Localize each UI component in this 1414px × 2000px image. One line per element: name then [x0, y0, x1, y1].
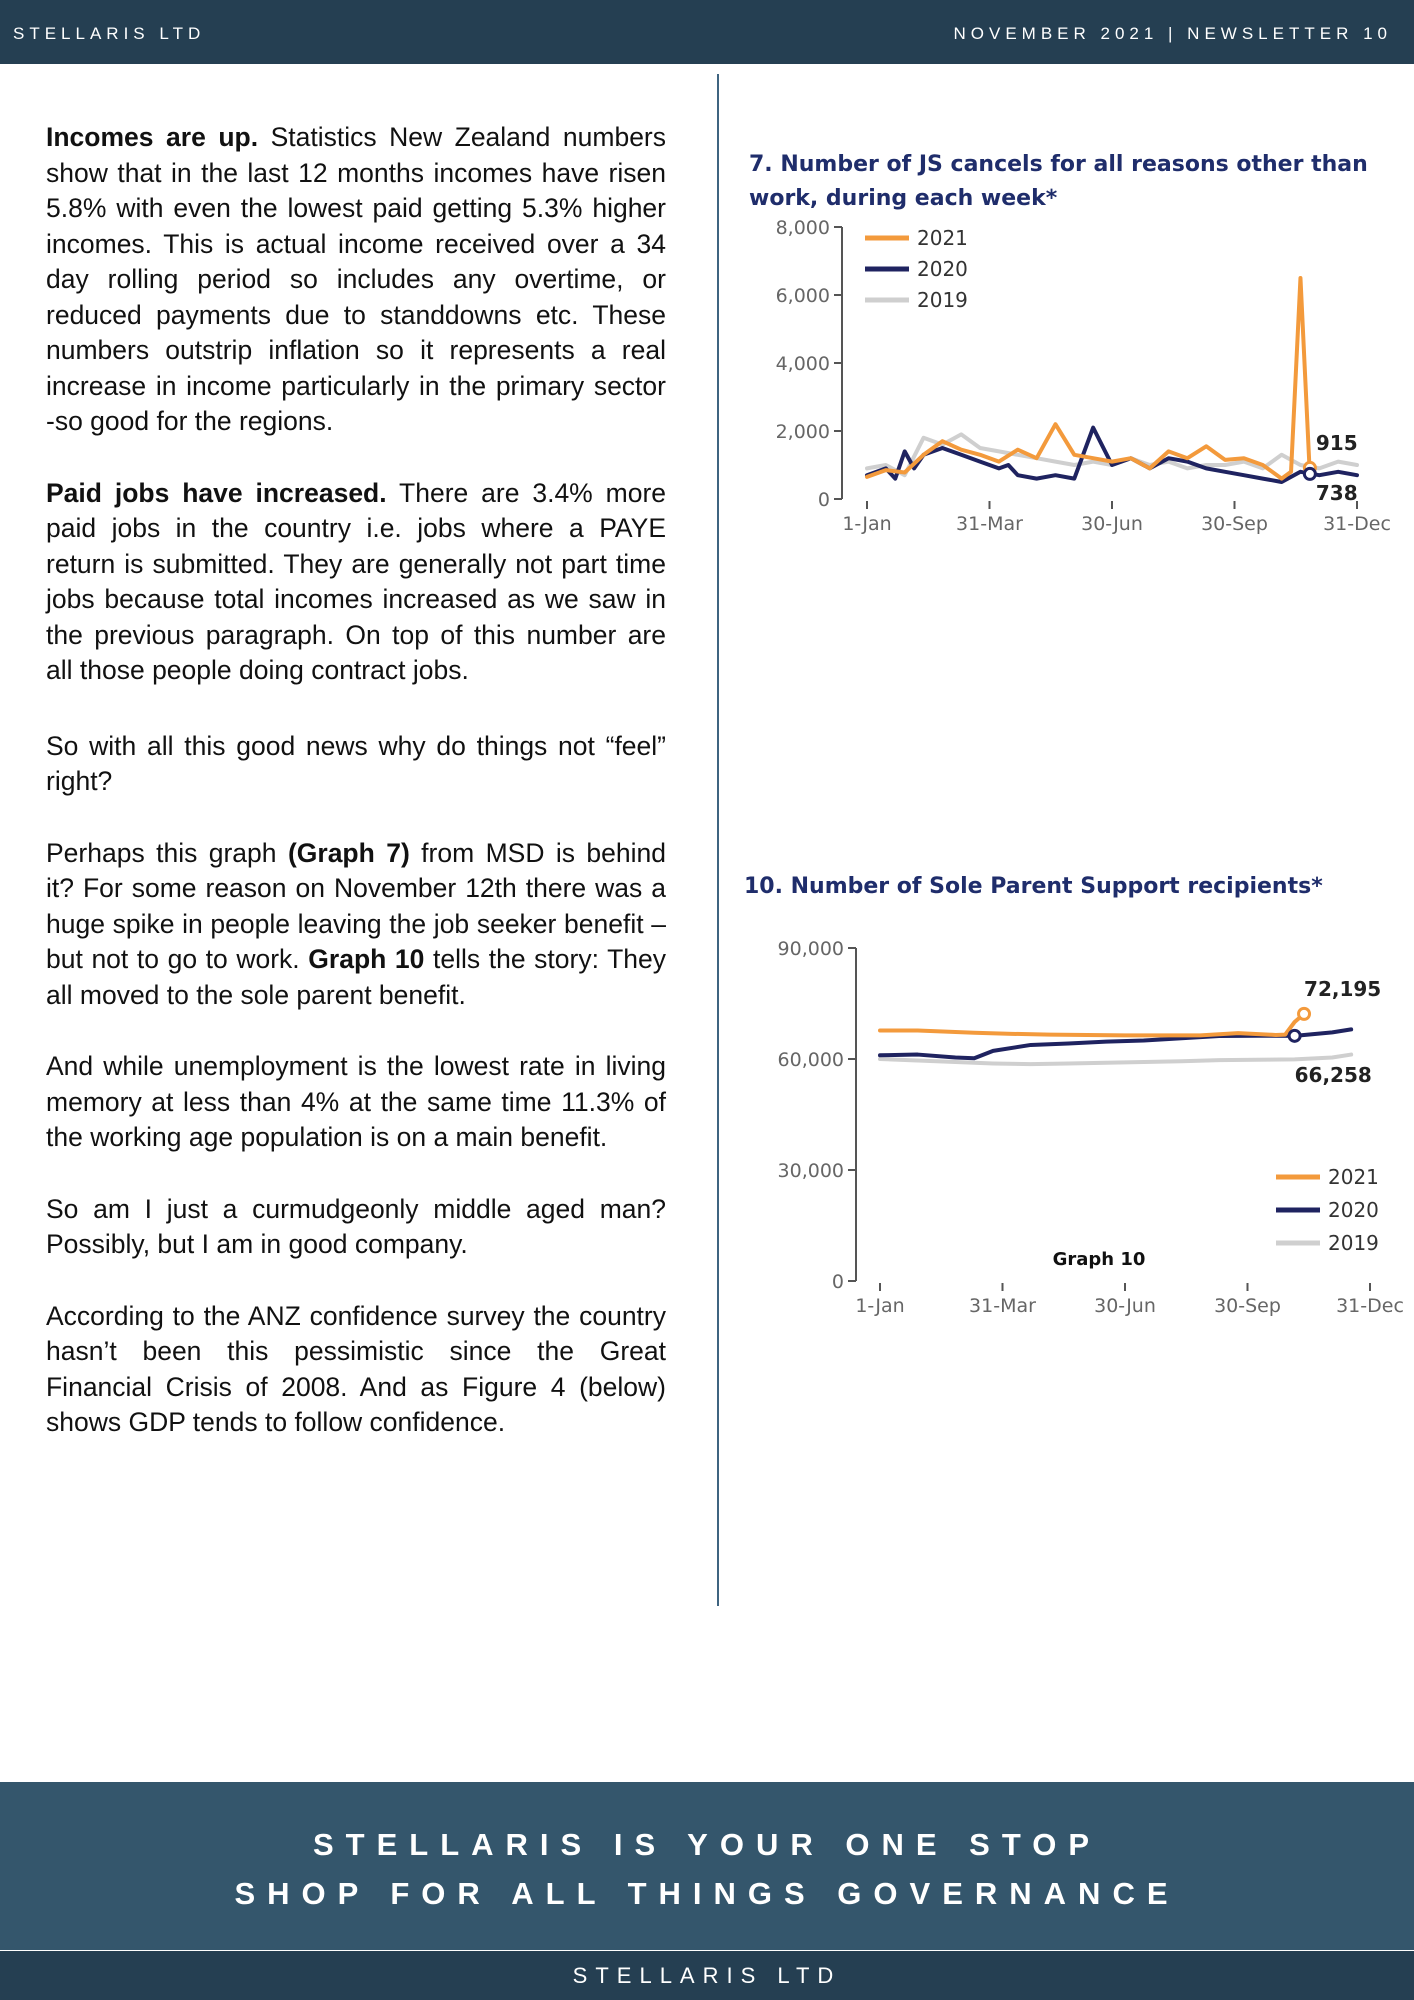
column-divider — [717, 74, 719, 1606]
graph10-reference: Graph 10 — [308, 944, 425, 974]
paragraph-incomes-text: Statistics New Zealand numbers show that in the last 12 months incomes have risen 5.8% with even the lowest paid getting 5.3% higher incomes. This is actual income received over a 34 day rolling period so includes any overtime, or reduced payments due to standdowns etc. These numbers outstrip inflation so it represents a real increase in income particularly in the primary sector -so good for the regions. — [46, 122, 667, 436]
x-tick-label: 31-Dec — [1323, 513, 1391, 535]
x-tick-label: 31-Mar — [969, 1295, 1036, 1317]
paragraph-unemployment: And while unemployment is the lowest rate in living memory at less than 4% at the same time 11.3% of the working age population is on a main benefit. — [46, 1051, 666, 1152]
annotation-label-2020: 66,258 — [1294, 1062, 1372, 1087]
x-tick-label: 30-Jun — [1094, 1295, 1156, 1317]
chart10-title: 10. Number of Sole Parent Support recipients* — [744, 874, 1323, 899]
chart7-svg — [720, 205, 1414, 545]
x-tick-label: 30-Sep — [1201, 513, 1268, 535]
x-tick-label: 30-Jun — [1081, 513, 1143, 535]
header-company: STELLARIS LTD — [13, 24, 206, 43]
chart7-title-line2: work, during each week* — [749, 186, 1058, 211]
series-line-2021 — [880, 1014, 1304, 1035]
legend-label-2020: 2020 — [917, 257, 968, 281]
y-tick-label: 30,000 — [777, 1160, 844, 1182]
legend-label-2019: 2019 — [917, 288, 968, 312]
paragraph-incomes — [46, 120, 666, 440]
annotation-marker-2021 — [1299, 1008, 1310, 1019]
annotation-label-2021: 915 — [1315, 430, 1358, 455]
y-tick-label: 8,000 — [775, 217, 830, 239]
graph7-reference: (Graph 7) — [287, 837, 410, 868]
y-tick-label: 90,000 — [777, 938, 844, 960]
article-column — [46, 120, 666, 1477]
legend-label-2021: 2021 — [1328, 1165, 1379, 1189]
footer-tagline-line2: SHOP FOR ALL THINGS GOVERNANCE — [234, 1876, 1180, 1911]
annotation-marker-2020 — [1304, 468, 1315, 479]
y-tick-label: 2,000 — [775, 421, 830, 443]
legend-label-2021: 2021 — [917, 226, 968, 250]
legend-label-2020: 2020 — [1328, 1198, 1379, 1222]
annotation-label-2021: 72,195 — [1304, 976, 1382, 1001]
paragraph-jobs — [46, 476, 666, 689]
chart10-svg — [720, 920, 1414, 1320]
y-tick-label: 6,000 — [775, 285, 830, 307]
paragraph-incomes-heading: Incomes are up. — [46, 122, 259, 152]
paragraph-curmudgeon: So am I just a curmudgeonly middle aged man? Possibly, but I am in good company. — [46, 1193, 666, 1259]
legend-label-2019: 2019 — [1328, 1231, 1379, 1255]
chart7-title-line1: 7. Number of JS cancels for all reasons other than — [749, 152, 1368, 177]
paragraph-jobs-heading: Paid jobs have increased. — [46, 477, 387, 508]
y-tick-label: 0 — [817, 489, 830, 511]
x-tick-label: 31-Dec — [1336, 1295, 1404, 1317]
top-header-bar — [0, 0, 1414, 64]
annotation-label-2020: 738 — [1315, 480, 1358, 505]
footer-banner — [0, 1782, 1414, 1950]
footer-company: STELLARIS LTD — [572, 1963, 842, 1988]
footer-tagline-line1: STELLARIS IS YOUR ONE STOP — [313, 1827, 1101, 1862]
y-tick-label: 4,000 — [775, 353, 830, 375]
paragraph-confidence: According to the ANZ confidence survey the country hasn’t been this pessimistic since the Great Financial Crisis of 2008. And as Figure 4 (below) shows GDP tends to follow confidence. — [46, 1300, 666, 1437]
paragraph-graph-reference: Perhaps this graph (Graph 7) from MSD is behind it? For some reason on November 12th there was a huge spike in people leaving the job seeker benefit – but not to go to work. Graph 10 tells the story: They all moved to the sole parent benefit. — [46, 837, 666, 1010]
y-tick-label: 0 — [831, 1271, 844, 1293]
footer-company-bar — [0, 1951, 1414, 2000]
x-tick-label: 1-Jan — [842, 513, 892, 535]
paragraph-good-news: So with all this good news why do things not “feel” right? — [46, 730, 666, 796]
paragraph-jobs-text: There are 3.4% more paid jobs in the country i.e. jobs where a PAYE return is submitted. They are generally not part time jobs because total incomes increased as we saw in the previous paragraph. On top of this number are all those people doing contract jobs. — [46, 477, 667, 685]
x-tick-label: 1-Jan — [855, 1295, 905, 1317]
annotation-marker-2020 — [1289, 1030, 1300, 1041]
header-issue: NOVEMBER 2021 | NEWSLETTER 10 — [953, 24, 1392, 43]
chart10-caption: Graph 10 — [1052, 1249, 1146, 1270]
x-tick-label: 30-Sep — [1214, 1295, 1281, 1317]
y-tick-label: 60,000 — [777, 1049, 844, 1071]
x-tick-label: 31-Mar — [956, 513, 1023, 535]
